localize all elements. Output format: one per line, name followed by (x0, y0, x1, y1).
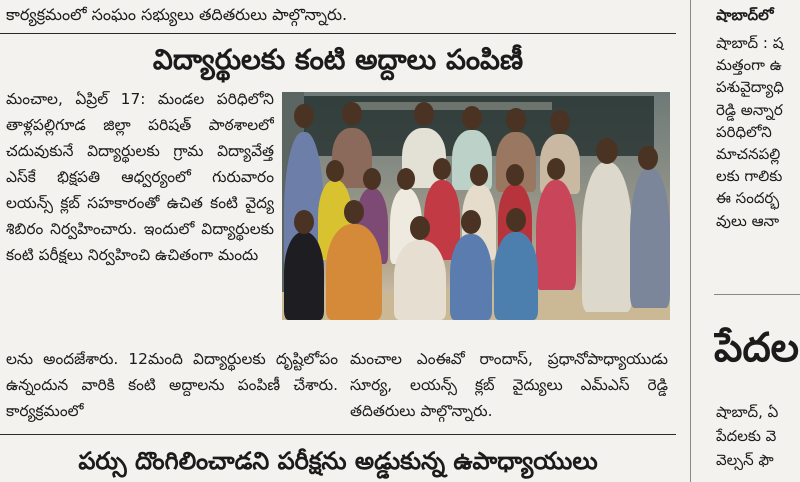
photo-person-head (470, 164, 488, 186)
photo-person-head (461, 210, 481, 234)
right-column-line: పరిధిలోని (716, 122, 772, 141)
right-column-line: పశువైద్యాధి (716, 78, 784, 97)
photo-person-head (433, 158, 451, 180)
photo-person (394, 240, 446, 320)
photo-person-head (342, 102, 362, 126)
article-body-bottom-left: లను అందజేశారు. 12మంది విద్యార్థులకు దృష్టిలోపం ఉన్నందున వారికి కంటి అద్దాలను పంపిణీ చేశారు. కార్యక్రమంలో (6, 350, 338, 420)
right-column-line: షాబాద్, ఏ (716, 403, 779, 421)
right-column-line: పేదలకు వె (716, 427, 777, 445)
photo-person (284, 232, 324, 320)
photo-person-head (506, 108, 526, 132)
photo-person-head (294, 210, 314, 234)
photo-person-head (414, 102, 434, 126)
photo-person-head (410, 216, 430, 240)
right-column-line: ఈ సందర్భ (716, 189, 780, 208)
article-body-bottom-right: మంచాల ఎంఈవో రాందాస్, ప్రధానోపాధ్యాయుడు సూర్య, లయన్స్ క్లబ్ వైద్యులు ఎమ్ఎస్ రెడ్డి తదితరులు పాల్గొన్నారు. (350, 350, 668, 420)
photo-person-head (462, 106, 482, 130)
right-column-line: మత్తంగా ఉ (716, 56, 782, 75)
photo-person-head (326, 160, 344, 182)
photo-person-head (638, 146, 658, 170)
right-column-line: వులు ఆనా (716, 211, 780, 230)
article-headline: విద్యార్థులకు కంటి అద్దాలు పంపిణీ (152, 43, 524, 76)
photo-person-head (506, 164, 524, 186)
photo-person (450, 234, 492, 320)
right-column-body (716, 32, 800, 290)
previous-article-closing-line: కార్యక్రమంలో సంఘం సభ్యులు తదితరులు పాల్గొన్నారు. (6, 5, 348, 24)
right-column-line: షాబాద్ : ష (716, 34, 784, 52)
divider (714, 294, 800, 295)
photo-person (536, 180, 576, 290)
right-column-headline-2: పేదల (714, 325, 800, 371)
right-column-body-2 (716, 400, 800, 482)
photo-person (582, 162, 632, 312)
column-divider (690, 0, 691, 482)
right-column-line: రెడ్డి అన్నార (716, 100, 783, 119)
photo-person-head (550, 110, 570, 134)
next-article-headline: పర్సు దొంగిలించాడని పరీక్షను అడ్డుకున్న ఉపాధ్యాయులు (78, 447, 598, 475)
photo-person-head (397, 168, 415, 190)
right-column-line: వెల్సన్ ఫౌ (716, 451, 774, 469)
photo-person-head (344, 200, 364, 224)
photo-person-head (506, 208, 526, 232)
photo-person (494, 232, 538, 320)
right-column-line: మాచనపల్లి (716, 144, 781, 163)
divider (0, 33, 676, 34)
photo-board-writing (352, 102, 552, 110)
photo-person-head (363, 168, 381, 190)
photo-person (326, 224, 382, 320)
photo-person-head (547, 158, 565, 180)
right-column-line: లకు గాలికు (716, 167, 783, 186)
photo-person (630, 168, 670, 308)
right-column-headline: షాబాద్‌లో (716, 6, 774, 24)
article-body-left: మంచాల, ఏప్రిల్ 17: మండల పరిధిలోని తాళ్లపల్లిగూడ జిల్లా పరిషత్ పాఠశాలలో చదువుకునే విద్యార్థులకు గ్రామ విద్యావేత్త ఎస్‌కే భిక్షపతి ఆధ్వర్యంలో గురువారం లయన్స్ క్లబ్ సహకారంతో ఉచిత కంటి వైద్య శిబిరం నిర్వహించారు. ఇందులో విద్యార్థులకు కంటి పరీక్షలు నిర్వహించి ఉచితంగా మందు (6, 90, 274, 264)
divider (0, 434, 676, 435)
photo-person-head (294, 104, 314, 128)
photo-person-head (596, 138, 618, 164)
article-photo (282, 92, 670, 320)
